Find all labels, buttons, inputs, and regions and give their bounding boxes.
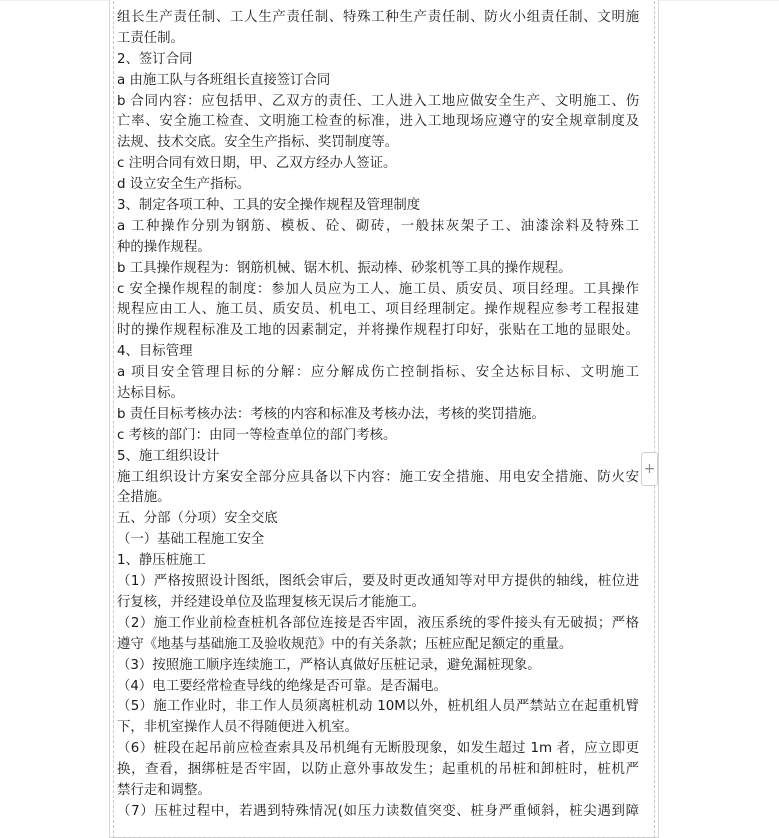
add-block-button[interactable]: [641, 452, 658, 486]
text-line: 工责任制。: [117, 30, 184, 46]
text-line: 4、目标管理: [117, 344, 193, 360]
text-line: 全措施。: [117, 490, 171, 506]
text-line: 五、分部（分项）安全交底: [117, 511, 278, 527]
text-line: 1、静压桩施工: [117, 553, 206, 569]
text-line: （7）压桩过程中，若遇到特殊情况(如压力读数值突变、桩身严重倾斜，桩尖遇到障: [117, 803, 639, 819]
text-line: （6）桩段在起吊前应检查索具及吊机绳有无断股现象，如发生超过 1m 者，应立即更: [117, 741, 639, 757]
text-line: a 由施工队与各班组长直接签订合同: [117, 72, 331, 88]
text-line: 规程应由工人、施工员、质安员、机电工、项目经理制定。操作规程应参考工程报建: [117, 302, 639, 318]
text-line: c 安全操作规程的制度：参加人员应为工人、施工员、质安员、项目经理。工具操作: [117, 281, 639, 297]
text-line: a 项目安全管理目标的分解：应分解成伤亡控制指标、安全达标目标、文明施工: [117, 365, 639, 381]
text-line: （5）施工作业时，非工作人员须离桩机动 10M以外，桩机组人员严禁站立在起重机臂: [117, 699, 639, 715]
text-line: 5、施工组织设计: [117, 448, 220, 464]
text-line: b 责任目标考核办法：考核的内容和标准及考核办法，考核的奖罚措施。: [117, 406, 545, 422]
text-line: 时的操作规程标准及工地的因素制定，并将操作规程打印好，张贴在工地的显眼处。: [117, 323, 639, 339]
text-line: （1）严格按照设计图纸，图纸会审后，要及时更改通知等对甲方提供的轴线，桩位进: [117, 574, 639, 590]
text-line: （3）按照施工顺序连续施工，严格认真做好压桩记录，避免漏桩现象。: [117, 657, 541, 673]
text-line: 遵守《地基与基础施工及验收规范》中的有关条款；压桩应配足额定的重量。: [117, 636, 573, 652]
text-line: 禁行走和调整。: [117, 782, 211, 798]
text-line: 3、制定各项工种、工具的安全操作规程及管理制度: [117, 198, 421, 214]
text-line: （4）电工要经常检查导线的绝缘是否可靠。是否漏电。: [117, 678, 447, 694]
text-line: c 注明合同有效日期，甲、乙双方经办人签证。: [117, 156, 397, 172]
text-line: 达标目标。: [117, 386, 184, 402]
text-line: a 工种操作分别为钢筋、模板、砼、砌砖，一般抹灰架子工、油漆涂料及特殊工: [117, 218, 639, 234]
text-line: 施工组织设计方案安全部分应具备以下内容：施工安全措施、用电安全措施、防火安: [117, 469, 639, 485]
text-line: 法规、技术交底。安全生产指标、奖罚制度等。: [117, 135, 399, 151]
text-line: 换，查看，捆绑桩是否牢固，以防止意外事故发生；起重机的吊桩和卸桩时，桩机严: [117, 762, 639, 778]
document-body[interactable]: [117, 8, 639, 823]
text-line: 2、签订合同: [117, 51, 193, 67]
text-line: 下，非机室操作人员不得随便进入机室。: [117, 720, 359, 736]
text-line: d 设立安全生产指标。: [117, 177, 251, 193]
text-line: （一）基础工程施工安全: [117, 532, 265, 548]
text-line: 亡率、安全施工检查、文明施工检查的标准，进入工地现场应遵守的安全规章制度及: [117, 114, 639, 130]
text-line: 种的操作规程。: [117, 239, 211, 255]
text-line: 行复核，并经建设单位及监理复核无误后才能施工。: [117, 594, 425, 610]
text-line: b 合同内容：应包括甲、乙双方的责任、工人进入工地应做安全生产、文明施工、伤: [117, 93, 639, 109]
text-line: b 工具操作规程为：钢筋机械、锯木机、振动棒、砂浆机等工具的操作规程。: [117, 260, 572, 276]
text-line: （2）施工作业前检查桩机各部位连接是否牢固，液压系统的零件接头有无破损；严格: [117, 615, 639, 631]
text-line: c 考核的部门：由同一等检查单位的部门考核。: [117, 427, 397, 443]
text-line: 组长生产责任制、工人生产责任制、特殊工种生产责任制、防火小组责任制、文明施: [117, 10, 639, 25]
plus-icon: +: [643, 461, 656, 477]
